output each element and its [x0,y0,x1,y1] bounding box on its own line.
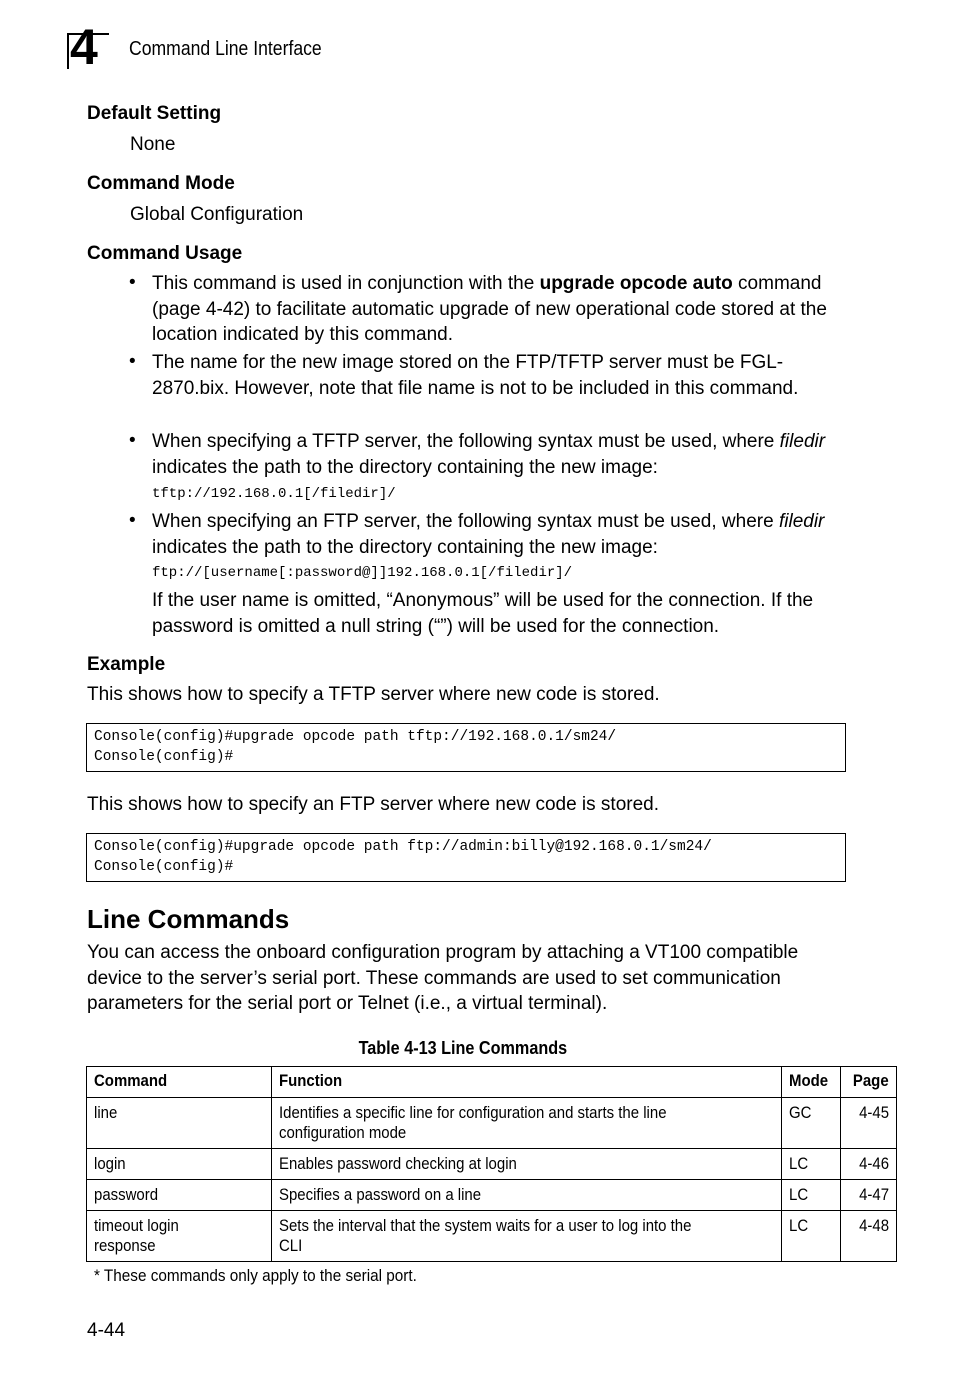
command-usage-heading: Command Usage [87,243,243,264]
bullet-marker: • [129,272,136,293]
cell-command: line [87,1098,272,1149]
code-example-ftp [86,833,846,882]
cell-mode: LC [782,1180,841,1211]
column-header-function: Function [272,1067,782,1098]
example-heading: Example [87,654,166,675]
table-row [87,1180,897,1211]
usage-bullet-4: When specifying an FTP server, the following syntax must be used, where filedir indicates the path to the directory containing the new image: [152,511,825,558]
cell-command: password [87,1180,272,1211]
cell-page: 4-46 [841,1149,897,1180]
usage-bullet-1: This command is used in conjunction with the upgrade opcode auto command (page 4-42) to facilitate automatic upgrade of new operational code stored at the location indicated by this command. [152,273,827,345]
cell-function: Enables password checking at login [272,1149,782,1180]
line-commands-table [86,1066,897,1262]
cell-command: login [87,1149,272,1180]
code-line: Console(config)# [94,858,234,875]
chapter-number: 4 [70,19,98,75]
running-header-title: Command Line Interface [129,38,322,60]
command-mode-heading: Command Mode [87,173,235,194]
default-setting-heading: Default Setting [87,103,222,124]
table-header-row [87,1067,897,1098]
ftp-syntax: ftp://[username[:password@]]192.168.0.1[/filedir]/ [152,565,573,581]
usage-bullet-2: The name for the new image stored on the FTP/TFTP server must be FGL-2870.bix. However, note that file name is not to be included in this command. [152,352,799,399]
default-setting-value: None [130,134,176,155]
cell-mode: LC [782,1149,841,1180]
command-mode-value: Global Configuration [130,204,304,225]
cell-mode: LC [782,1211,841,1262]
tftp-syntax: tftp://192.168.0.1[/filedir]/ [152,486,396,502]
cell-page: 4-47 [841,1180,897,1211]
code-line: Console(config)#upgrade opcode path ftp://admin:billy@192.168.0.1/sm24/ [94,839,712,855]
cell-page: 4-48 [841,1211,897,1262]
column-header-command: Command [87,1067,272,1098]
cell-function: Identifies a specific line for configuration and starts the line configuration mode [272,1098,782,1149]
table-row [87,1211,897,1262]
usage-bullet-4-note: If the user name is omitted, “Anonymous” will be used for the connection. If the password is omitted a null string (“”) will be used for the connection. [152,590,814,637]
cell-mode: GC [782,1098,841,1149]
line-commands-intro: You can access the onboard configuration program by attaching a VT100 compatible device to the server’s serial port. These commands are used to set communication parameters for the serial port or Telnet (i.e., a virtual terminal). [87,942,799,1014]
cell-page: 4-45 [841,1098,897,1149]
bullet-marker: • [129,430,136,451]
table-caption: Table 4-13 Line Commands [358,1038,568,1058]
cell-command: timeout login response [87,1211,272,1262]
page-number: 4-44 [87,1320,126,1341]
filedir-term: filedir [778,511,825,532]
example-intro-ftp: This shows how to specify an FTP server where new code is stored. [87,794,660,815]
table-footnote: * These commands only apply to the serial port. [94,1266,417,1285]
bullet-marker: • [129,510,136,531]
column-header-mode: Mode [782,1067,841,1098]
table-row [87,1149,897,1180]
command-keyword: upgrade opcode auto [539,273,733,294]
bullet-marker: • [129,351,136,372]
example-intro-tftp: This shows how to specify a TFTP server where new code is stored. [87,684,660,705]
cell-function: Sets the interval that the system waits for a user to log into the CLI [272,1211,782,1262]
code-line: Console(config)# [94,748,234,765]
code-example-tftp [86,723,846,772]
usage-bullet-3: When specifying a TFTP server, the following syntax must be used, where filedir indicates the path to the directory containing the new image: [152,431,826,478]
column-header-page: Page [841,1067,897,1098]
cell-function: Specifies a password on a line [272,1180,782,1211]
table-row [87,1098,897,1149]
section-heading-line-commands: Line Commands [87,904,290,934]
code-line: Console(config)#upgrade opcode path tftp://192.168.0.1/sm24/ [94,729,617,745]
filedir-term: filedir [779,431,826,452]
